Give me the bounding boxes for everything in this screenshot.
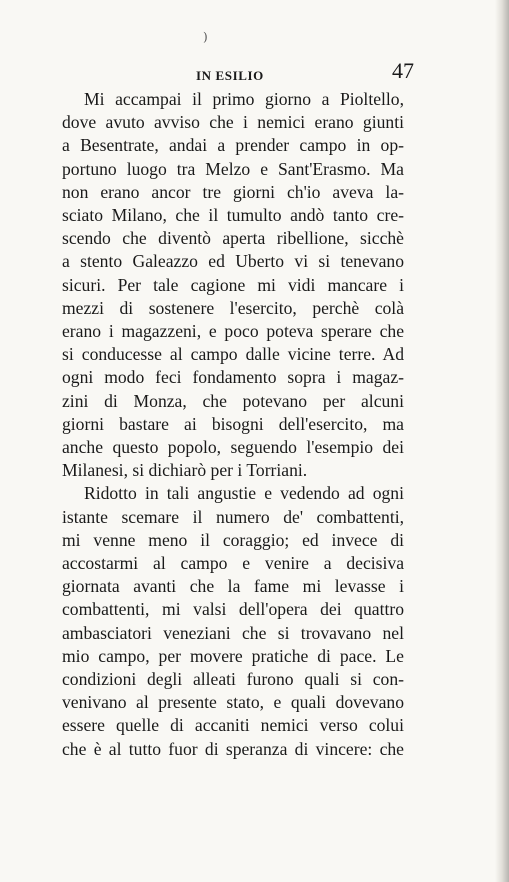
text-line: mezzi di sostenere l'esercito, perchè colà [62,297,404,318]
page-fore-edge [495,0,509,882]
text-line: dove avuto avviso che i nemici erano giunti [62,112,404,133]
text-line: essere quelle di accaniti nemici verso colui [62,715,404,736]
running-title: IN ESILIO [196,68,264,83]
text-line: ogni modo feci fondamento sopra i magaz- [62,367,404,388]
text-line: Mi accampai il primo giorno a Pioltello, [84,89,404,109]
text-line: scendo che diventò aperta ribellione, sicchè [62,228,404,249]
text-line: a Besentrate, andai a prender campo in op- [62,135,404,156]
text-line: si conducesse al campo dalle vicine terre. Ad [62,344,404,365]
paragraph-1 [62,88,404,482]
text-line: Milanesi, si dichiarò per i Torriani. [62,460,308,481]
text-line: portuno luogo tra Melzo e Sant'Erasmo. Ma [62,158,404,179]
text-line: condizioni degli alleati furono quali si con- [62,669,404,690]
text-line: che è al tutto fuor di speranza di vincere: che [62,738,404,759]
text-line: erano i magazzeni, e poco poteva sperare che [62,321,404,342]
body-text [62,88,404,761]
text-line: accostarmi al campo e venire a decisiva [62,553,404,574]
page-number: 47 [392,58,414,83]
text-line: Ridotto in tali angustie e vedendo ad ogni [84,483,404,504]
page-header [62,60,414,90]
text-line: anche questo popolo, seguendo l'esempio dei [62,437,404,458]
text-line: non erano ancor tre giorni ch'io aveva la- [62,181,404,202]
text-line: giornata avanti che la fame mi levasse i [62,576,404,597]
text-line: sciato Milano, che il tumulto andò tanto cre- [62,205,404,226]
text-line: venivano al presente stato, e quali dovevano [62,692,404,713]
text-line: mio campo, per movere pratiche di pace. Le [62,645,404,666]
text-line: mi venne meno il coraggio; ed invece di [62,529,404,550]
text-line: giorni bastare ai bisogni dell'esercito, ma [62,413,404,434]
paragraph-2 [62,482,404,760]
text-line: sicuri. Per tale cagione mi vidi mancare i [62,274,404,295]
text-line: istante scemare il numero de' combattenti, [62,506,404,527]
gutter-mark: ) [203,30,208,44]
text-line: combattenti, mi valsi dell'opera dei quattro [62,599,404,620]
text-line: ambasciatori veneziani che si trovavano nel [62,622,404,643]
text-line: zini di Monza, che potevano per alcuni [62,390,404,411]
text-line: a stento Galeazzo ed Uberto vi si tenevano [62,251,404,272]
